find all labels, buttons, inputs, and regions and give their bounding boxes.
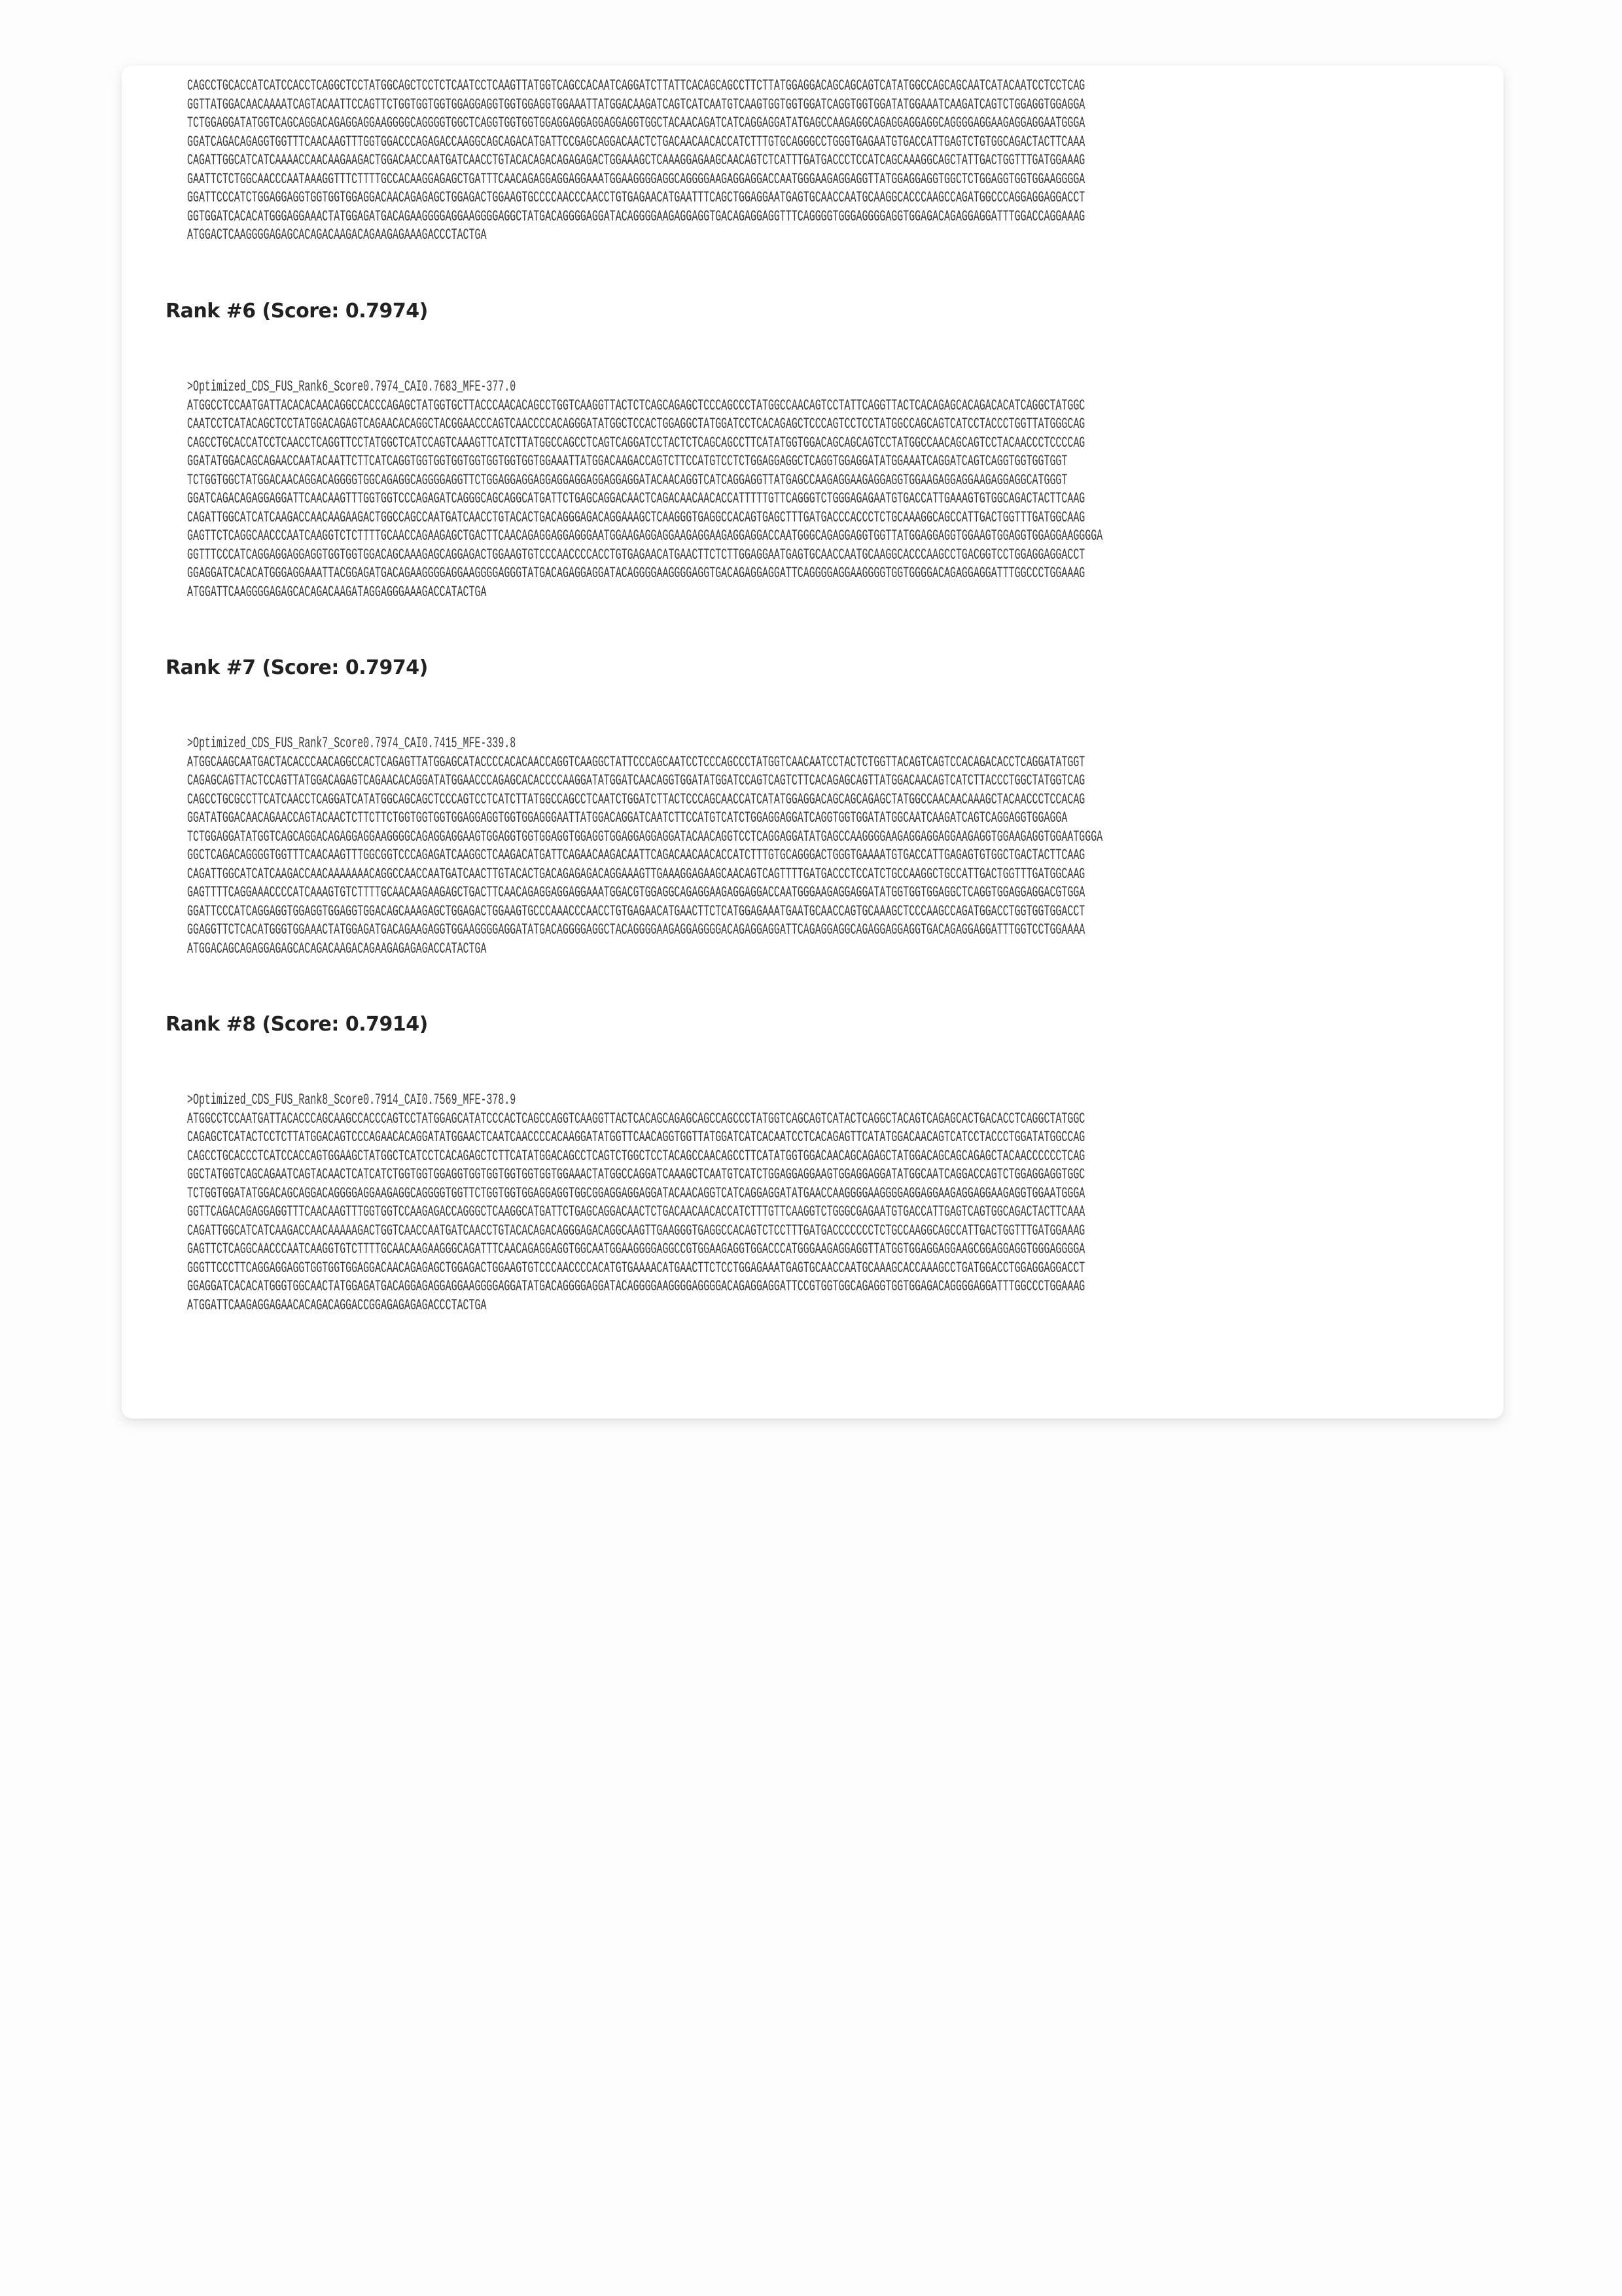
sequence-block-rank6 bbox=[187, 378, 1102, 602]
sequence-line: GGATTCCCATCTGGAGGAGGTGGTGGTGGAGGACAACAGAGAGCTGGAGACTGGAAGTGCCCCAACCCAACCTGTGAGAACATGAATTTCAGCTGGAGGAATGAGTGCAACCAATGCAAGGCACCCAAGCCAGATGGCCCAGGAGGAGGACCT bbox=[187, 189, 1085, 207]
rank-heading-7: Rank #7 (Score: 0.7974) bbox=[166, 656, 428, 679]
rank-heading-6: Rank #6 (Score: 0.7974) bbox=[166, 300, 428, 323]
sequence-line: GGCTATGGTCAGCAGAATCAGTACAACTCATCATCTGGTGGTGGAGGTGGTGGTGGTGGTGGTGGAAACTATGGCCAGGATCAAAGCTCAATGTCATCTGGAGGAGGAAGTGGAGGAGGATATGGCAATCAGGACCAGTCTGGAGGAGGTGGC bbox=[187, 1166, 1085, 1184]
sequence-line: ATGGACAGCAGAGGAGAGCACAGACAAGACAGAAGAGAGAGACCATACTGA bbox=[187, 940, 487, 958]
sequence-line: ATGGATTCAAGAGGAGAACACAGACAGGACCGGAGAGAGAGACCCTACTGA bbox=[187, 1296, 487, 1315]
fasta-header: >Optimized_CDS_FUS_Rank7_Score0.7974_CAI0.7415_MFE-339.8 bbox=[187, 735, 516, 752]
sequence-line: GAGTTCTCAGGCAACCCAATCAAGGTGTCTTTTGCAACAAGAAGGGCAGATTTCAACAGAGGAGGTGGCAATGGAAGGGGAGGCCGTGGAAGAGGTGGACCCATGGGAAGAGGAGGTTATGGTGGAGGAGGAAGCGGAGGAGGTGGGAGGGGA bbox=[187, 1241, 1085, 1258]
sequence-line: GGATATGGACAACAGAACCAGTACAACTCTTCTTCTGGTGGTGGTGGAGGAGGTGGTGGAGGGAATTATGGACAGGATCAATCTTCCATGTCATCTGGAGGAGGATCAGGTGGTGGATATGGCAATCAAGATCAGTCAGGAGGTGGAGGA bbox=[187, 809, 1068, 827]
sequence-line: ATGGCCTCCAATGATTACACCCAGCAAGCCACCCAGTCCTATGGAGCATATCCCACTCAGCCAGGTCAAGGTTACTCACAGCAGAGCAGCCAGCCCTATGGTCAGCAGTCATACTCAGGCTACAGTCAGAGCACTGACACCTCAGGCTATGGC bbox=[187, 1110, 1085, 1128]
sequence-line: CAGATTGGCATCATCAAGACCAACAAAAAAACAGGCCAACCAATGATCAACTTGTACACTGACAGAGAGACAGGAAAGTTGAAAGGAGAAGCAACAGTCAGTTTTGATGACCCTCCATCTGCCAAGGCTGCCATTGACTGGTTTGATGGCAAG bbox=[187, 865, 1085, 883]
sequence-line: TCTGGTGGCTATGGACAACAGGACAGGGGTGGCAGAGGCAGGGGAGGTTCTGGAGGAGGAGGAGGAGGAGGAGGAGGATACAACAGGTCATCAGGAGGTTATGAGCCAAGAGGAAGAGGAGGTGGAAGAGGAGGAAGAGGAGGCATGGGT bbox=[187, 471, 1068, 489]
sequence-line: TCTGGAGGATATGGTCAGCAGGACAGAGGAGGAAGGGGCAGGGGTGGCTCAGGTGGTGGTGGAGGAGGAGGAGGAGGTGGCTACAACAGATCATCAGGAGGATATGAGCCAAGAGGCAGAGGAGGAGGCAGGGGAGGAAGAGGAGGAATGGGA bbox=[187, 115, 1085, 132]
fasta-header: >Optimized_CDS_FUS_Rank8_Score0.7914_CAI0.7569_MFE-378.9 bbox=[187, 1091, 516, 1109]
sequence-line: ATGGATTCAAGGGGAGAGCACAGACAAGATAGGAGGGAAAGACCATACTGA bbox=[187, 583, 487, 601]
sequence-line: GGTTCAGACAGAGGAGGTTTCAACAAGTTTGGTGGTCCAAGAGACCAGGGCTCAAGGCATGATTCTGAGCAGGACAACTCTGACAACAACACCATCTTTGTTCAAGGTCTGGGCGAGAATGTGACCATTGAGTCAGTGGCAGACTACTTCAAA bbox=[187, 1203, 1085, 1221]
fasta-header: >Optimized_CDS_FUS_Rank6_Score0.7974_CAI0.7683_MFE-377.0 bbox=[187, 378, 516, 396]
sequence-line: GGATCAGACAGAGGTGGTTTCAACAAGTTTGGTGGACCCAGAGACCAAGGCAGCAGACATGATTCCGAGCAGGACAACTCTGACAACAACACCATCTTTGTGCAGGGCCTGGGTGAGAATGTGACCATTGAGTCTGTGGCAGACTACTTCAAA bbox=[187, 133, 1085, 151]
sequence-block-rank7 bbox=[187, 735, 1102, 959]
sequence-block-rank5-continued bbox=[187, 77, 1085, 245]
sequence-line: GGCTCAGACAGGGGTGGTTTCAACAAGTTTGGCGGTCCCAGAGATCAAGGCTCAAGACATGATTCAGAACAAGACAATTCAGACAACAACACCATCTTTGTGCAGGGACTGGGTGAAAATGTGACCATTGAGAGTGTGGCTGACTACTTCAAG bbox=[187, 847, 1085, 864]
sequence-line: GGTTTCCCATCAGGAGGAGGAGGTGGTGGTGGACAGCAAAGAGCAGGAGACTGGAAGTGTCCCAACCCCACCTGTGAGAACATGAACTTCTCTTGGAGGAATGAGTGCAACCAATGCAAGGCACCCAAGCCTGACGGTCCTGGAGGAGGACCT bbox=[187, 546, 1085, 564]
sequence-line: TCTGGTGGATATGGACAGCAGGACAGGGGAGGAAGAGGCAGGGGTGGTTCTGGTGGTGGAGGAGGTGGCGGAGGAGGAGGATACAACAGGTCATCAGGAGGATATGAACCAAGGGGAAGGGGAGGAGGAAGAGGAGGAAGAGGTGGAATGGGA bbox=[187, 1184, 1085, 1203]
sequence-line: CAGAGCAGTTACTCCAGTTATGGACAGAGTCAGAACACAGGATATGGAACCCAGAGCACACCCCAAGGATATGGATCAACAGGTGGATATGGATCCAGTCAGTCTTCACAGAGCAGTTATGGACAACAGTCATCTTACCCTGGCTATGGTCAG bbox=[187, 772, 1085, 790]
sequence-line: CAATCCTCATACAGCTCCTATGGACAGAGTCAGAACACAGGCTACGGAACCCAGTCAACCCCACAGGGATATGGCTCCACTGGAGGCTATGGATCCTCACAGAGCTCCCAGTCCTCCTATGGCCAGCAGTCATCCTACCCTGGTTATGGGCAG bbox=[187, 415, 1085, 433]
sequence-line: GGAGGATCACACATGGGAGGAAATTACGGAGATGACAGAAGGGGAGGAAGGGGAGGGTATGACAGAGGAGGATACAGGGGAAGGGGAGGTGACAGAGGAGGATTCAGGGGAGGAAGGGGTGGTGGGGACAGAGGAGGATTTGGCCCTGGAAAG bbox=[187, 565, 1085, 582]
sequence-line: TCTGGAGGATATGGTCAGCAGGACAGAGGAGGAAGGGGCAGAGGAGGAAGTGGAGGTGGTGGAGGTGGAGGTGGAGGAGGAGGATACAACAGGTCCTCAGGAGGATATGAGCCAAGGGGAAGAGGAGGAGGAAGAGGTGGAAGAGGTGGAATGGGA bbox=[187, 828, 1103, 846]
sequence-line: CAGATTGGCATCATCAAGACCAACAAGAAGACTGGCCAGCCAATGATCAACCTGTACACTGACAGGGAGACAGGAAAGCTCAAGGGTGAGGCCACAGTGAGCTTTGATGACCCACCCTCTGCAAAGGCAGCCATTGACTGGTTTGATGGCAAG bbox=[187, 508, 1085, 527]
sequence-line: CAGCCTGCACCATCCTCAACCTCAGGTTCCTATGGCTCATCCAGTCAAAGTTCATCTTATGGCCAGCCTCAGTCAGGATCCTACTCTCAGCAGCCTTCATATGGTGGACAGCAGCAGTCCTATGGCCAACAGCAGTCCTACAACCCTCCCCAG bbox=[187, 434, 1085, 452]
sequence-line: CAGATTGGCATCATCAAAACCAACAAGAAGACTGGACAACCAATGATCAACCTGTACACAGACAGAGAGACTGGAAAGCTCAAAGGAGAAGCAACAGTCTCATTTGATGACCCTCCATCAGCAAAGGCAGCTATTGACTGGTTTGATGGAAAG bbox=[187, 152, 1085, 169]
sequence-line: CAGCCTGCACCCTCATCCACCAGTGGAAGCTATGGCTCATCCTCACAGAGCTCTTCATATGGACAGCCTCAGTCTGGCTCCTACAGCCAACAGCCTTCATATGGTGGACAACAGCAGAGCTATGGACAGCAGCAGAGCTACAACCCCCCTCAG bbox=[187, 1147, 1085, 1165]
rank-heading-8: Rank #8 (Score: 0.7914) bbox=[166, 1013, 428, 1036]
sequence-line: CAGCCTGCGCCTTCATCAACCTCAGGATCATATGGCAGCAGCTCCCAGTCCTCATCTTATGGCCAGCCTCAATCTGGATCTTACTCCCAGCAACCATCATATGGAGGACAGCAGCAGAGCTATGGCCAACAACAAAGCTACAACCCTCCACAG bbox=[187, 790, 1085, 809]
sequence-line: CAGCCTGCACCATCATCCACCTCAGGCTCCTATGGCAGCTCCTCTCAATCCTCAAGTTATGGTCAGCCACAATCAGGATCTTATTCACAGCAGCCTTCTTATGGAGGACAGCAGCAGTCATATGGCCAGCAGCAATCATACAATCCTCCTCAG bbox=[187, 77, 1085, 95]
sequence-line: GAGTTCTCAGGCAACCCAATCAAGGTCTCTTTTGCAACCAGAAGAGCTGACTTCAACAGAGGAGGAGGGAATGGAAGAGGAGGAAGAGGAAGAGGAGGACCAATGGGCAGAGGAGGTGGTTATGGAGGAGGTGGAAGTGGAGGTGGAGGAAGGGGA bbox=[187, 527, 1103, 545]
sequence-line: GGTTATGGACAACAAAATCAGTACAATTCCAGTTCTGGTGGTGGTGGAGGAGGTGGTGGAGGTGGAAATTATGGACAAGATCAGTCATCAATGTCAAGTGGTGGTGGATCAGGTGGTGGATATGGAAATCAAGATCAGTCTGGAGGTGGAGGA bbox=[187, 96, 1085, 114]
sequence-line: CAGATTGGCATCATCAAGACCAACAAAAAGACTGGTCAACCAATGATCAACCTGTACACAGACAGGGAGACAGGCAAGTTGAAGGGTGAGGCCACAGTCTCCTTTGATGACCCCCCCTCTGCCAAGGCAGCCATTGACTGGTTTGATGGAAAG bbox=[187, 1222, 1085, 1240]
sequence-line: GAATTCTCTGGCAACCCAATAAAGGTTTCTTTTGCCACAAGGAGAGCTGATTTCAACAGAGGAGGAGGAAATGGAAGGGGAGGCAGGGGAAGAGGAGGACCAATGGGAAGAGGAGGTTATGGAGGAGGTGGCTCTGGAGGTGGTGGAAGGGGA bbox=[187, 170, 1085, 188]
sequence-line: GGATTCCCATCAGGAGGTGGAGGTGGAGGTGGACAGCAAAGAGCTGGAGACTGGAAGTGCCCAAACCCAACCTGTGAGAACATGAACTTCTCATGGAGAAATGAATGCAACCAGTGCAAAGCTCCCAAGCCAGATGGACCTGGTGGTGGACCT bbox=[187, 902, 1085, 921]
sequence-line: GAGTTTTCAGGAAACCCCATCAAAGTGTCTTTTGCAACAAGAAGAGCTGACTTCAACAGAGGAGGAGGAAATGGACGTGGAGGCAGAGGAAGAGGAGGACCAATGGGAAGAGGAGGATATGGTGGTGGAGGCTCAGGTGGAGGAGGACGTGGA bbox=[187, 884, 1085, 902]
sequence-line: ATGGCCTCCAATGATTACACACAACAGGCCACCCAGAGCTATGGTGCTTACCCAACACAGCCTGGTCAAGGTTACTCTCAGCAGAGCTCCCAGCCCTATGGCCAACAGTCCTATTCAGGTTACTCACAGAGCACAGACACATCAGGCTATGGC bbox=[187, 397, 1085, 415]
sequence-line: ATGGACTCAAGGGGAGAGCACAGACAAGACAGAAGAGAAAGACCCTACTGA bbox=[187, 226, 487, 244]
sequence-line: GGATATGGACAGCAGAACCAATACAATTCTTCATCAGGTGGTGGTGGTGGTGGTGGTGGTGGAAATTATGGACAAGACCAGTCTTCCATGTCCTCTGGAGGAGGCTCAGGTGGAGGATATGGAAATCAGGATCAGTCAGGTGGTGGTGGT bbox=[187, 453, 1068, 470]
sequence-line: GGTGGATCACACATGGGAGGAAACTATGGAGATGACAGAAGGGGAGGAAGGGGAGGCTATGACAGGGGAGGATACAGGGGAAGAGGAGGTGACAGAGGAGGTTTCAGGGGTGGGAGGGGAGGTGGAGACAGAGGAGGATTTGGACCAGGAAAG bbox=[187, 207, 1085, 226]
sequence-block-rank8 bbox=[187, 1091, 1085, 1315]
sequence-line: GGGTTCCCTTCAGGAGGAGGTGGTGGTGGAGGACAACAGAGAGCTGGAGACTGGAAGTGTCCCAACCCCACATGTGAAAACATGAACTTCTCCTGGAGAAATGAGTGCAACCAATGCAAAGCACCAAAGCCTGATGGACCTGGAGGAGGACCT bbox=[187, 1259, 1085, 1277]
sequence-line: GGAGGATCACACATGGGTGGCAACTATGGAGATGACAGGAGAGGAGGAAGGGGAGGATATGACAGGGGAGGATACAGGGGAAGGGGAGGGGACAGAGGAGGATTCCGTGGTGGCAGAGGTGGTGGAGACAGGGGAGGATTTGGCCCTGGAAAG bbox=[187, 1278, 1085, 1296]
sequence-line: GGATCAGACAGAGGAGGATTCAACAAGTTTGGTGGTCCCAGAGATCAGGGCAGCAGGCATGATTCTGAGCAGGACAACTCAGACAACAACACCATTTTTGTTCAGGGTCTGGGAGAGAATGTGACCATTGAAAGTGTGGCAGACTACTTCAAG bbox=[187, 490, 1085, 508]
sequence-line: CAGAGCTCATACTCCTCTTATGGACAGTCCCAGAACACAGGATATGGAACTCAATCAACCCCACAAGGATATGGTTCAACAGGTGGTTATGGATCATCACAATCCTCACAGAGTTCATATGGACAACAGTCATCCTACCCTGGATATGGCCAG bbox=[187, 1129, 1085, 1146]
sequence-line: GGAGGTTCTCACATGGGTGGAAACTATGGAGATGACAGAAGAGGTGGAAGGGGAGGATATGACAGGGGAGGCTACAGGGGAAGAGGAGGGGACAGAGGAGGATTCAGAGGAGGCAGAGGAGGAGGTGACAGAGGAGGATTTGGTCCTGGAAAA bbox=[187, 921, 1085, 939]
sequence-line: ATGGCAAGCAATGACTACACCCAACAGGCCACTCAGAGTTATGGAGCATACCCCACACAACCAGGTCAAGGCTATTCCCAGCAATCCTCCCAGCCCTATGGTCAACAATCCTACTCTGGTTACAGTCAGTCCACAGACACCTCAGGATATGGT bbox=[187, 753, 1085, 771]
